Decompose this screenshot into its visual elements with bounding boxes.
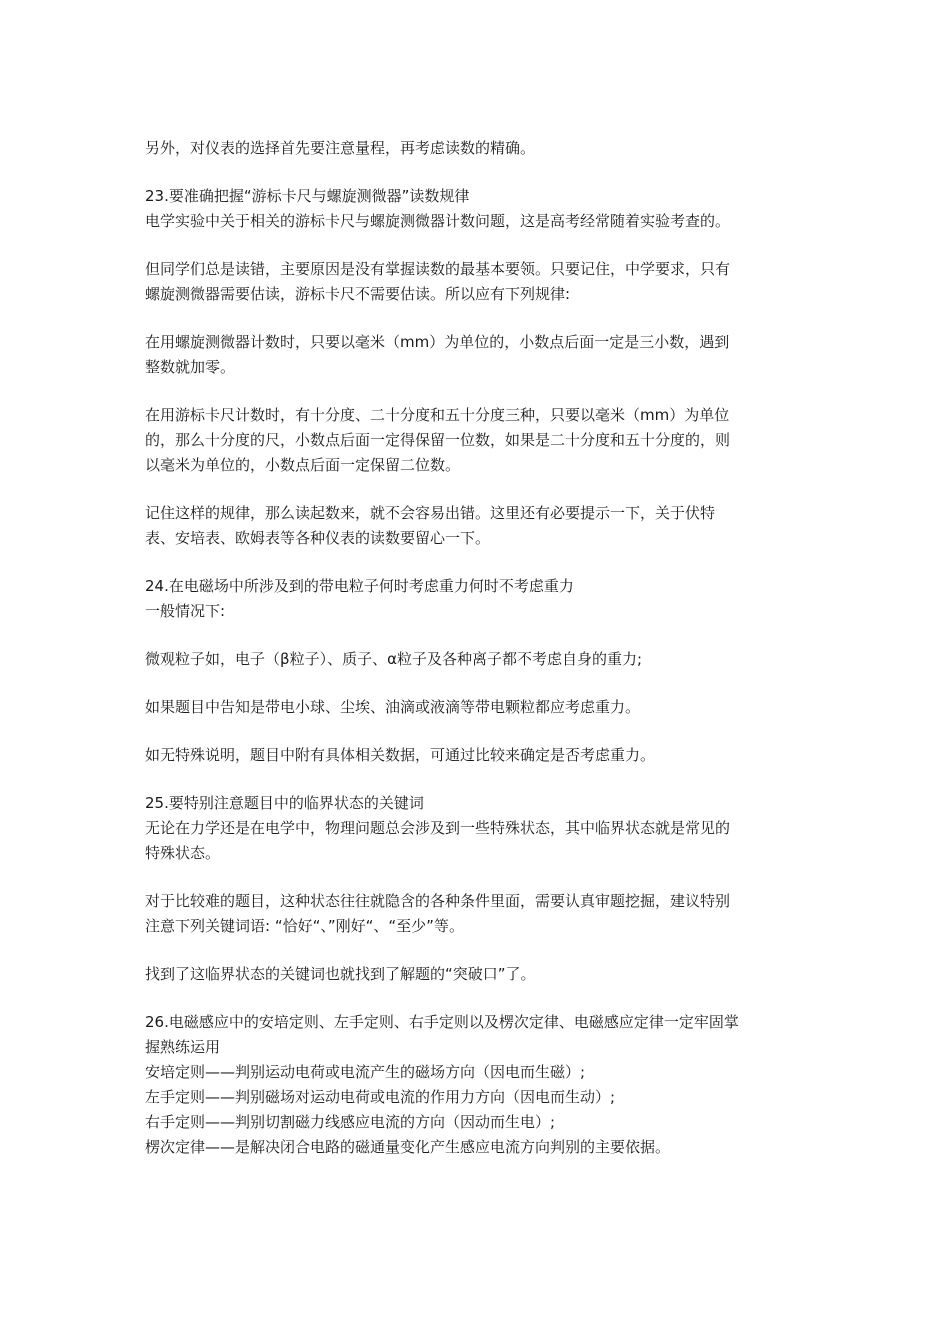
text-line: 找到了这临界状态的关键词也就找到了解题的“突破口”了。 <box>145 965 536 983</box>
section-heading-23 <box>145 184 810 209</box>
paragraph-23-5 <box>145 501 810 551</box>
text-line: 右手定则——判别切割磁力线感应电流的方向（因动而生电）; <box>145 1113 556 1131</box>
section-heading-25 <box>145 791 810 816</box>
text-line: 表、安培表、欧姆表等各种仪表的读数要留心一下。 <box>145 529 491 547</box>
heading-text: 23.要准确把握“游标卡尺与螺旋测微器”读数规律 <box>145 187 470 205</box>
text-line: 但同学们总是读错，主要原因是没有掌握读数的最基本要领。只要记住，中学要求，只有 <box>145 260 731 278</box>
text-line: 如果题目中告知是带电小球、尘埃、油滴或液滴等带电颗粒都应考虑重力。 <box>145 698 641 716</box>
paragraph-24-3 <box>145 695 810 720</box>
section-heading-24 <box>145 574 810 599</box>
text-line: 电学实验中关于相关的游标卡尺与螺旋测微器计数问题，这是高考经常随着实验考查的。 <box>145 212 731 230</box>
heading-text: 握熟练运用 <box>145 1038 221 1056</box>
text-line: 对于比较难的题目，这种状态往往就隐含的各种条件里面，需要认真审题挖掘，建议特别 <box>145 892 731 910</box>
text-line: 无论在力学还是在电学中，物理问题总会涉及到一些特殊状态，其中临界状态就是常见的 <box>145 819 731 837</box>
paragraph-25-3 <box>145 962 810 987</box>
text-line: 另外，对仪表的选择首先要注意量程，再考虑读数的精确。 <box>145 139 536 157</box>
paragraph-24-1 <box>145 599 810 624</box>
section-heading-26 <box>145 1010 810 1060</box>
text-line: 特殊状态。 <box>145 844 221 862</box>
heading-text: 24.在电磁场中所涉及到的带电粒子何时考虑重力何时不考虑重力 <box>145 577 574 595</box>
paragraph-25-2 <box>145 889 810 939</box>
document-body <box>145 136 810 1160</box>
heading-text: 26.电磁感应中的安培定则、左手定则、右手定则以及楞次定律、电磁感应定律一定牢固掌 <box>145 1013 739 1031</box>
text-line: 一般情况下: <box>145 602 226 620</box>
text-line: 左手定则——判别磁场对运动电荷或电流的作用力方向（因电而生动）; <box>145 1088 616 1106</box>
text-line: 记住这样的规律，那么读起数来，就不会容易出错。这里还有必要提示一下，关于伏特 <box>145 504 716 522</box>
paragraph-24-2 <box>145 647 810 672</box>
paragraph-intro <box>145 136 810 161</box>
text-line: 的，那么十分度的尺，小数点后面一定得保留一位数，如果是二十分度和五十分度的，则 <box>145 431 731 449</box>
text-line: 螺旋测微器需要估读，游标卡尺不需要估读。所以应有下列规律: <box>145 285 571 303</box>
text-line: 整数就加零。 <box>145 358 236 376</box>
text-line: 如无特殊说明，题目中附有具体相关数据，可通过比较来确定是否考虑重力。 <box>145 746 656 764</box>
paragraph-25-1 <box>145 816 810 866</box>
paragraph-23-2 <box>145 257 810 307</box>
text-line: 注意下列关键词语: “恰好“、”刚好“、“至少”等。 <box>145 917 464 935</box>
paragraph-24-4 <box>145 743 810 768</box>
text-line: 在用游标卡尺计数时，有十分度、二十分度和五十分度三种，只要以毫米（mm）为单位 <box>145 406 730 424</box>
paragraph-26-1 <box>145 1060 810 1160</box>
heading-text: 25.要特别注意题目中的临界状态的关键词 <box>145 794 424 812</box>
text-line: 安培定则——判别运动电荷或电流产生的磁场方向（因电而生磁）; <box>145 1063 586 1081</box>
paragraph-23-1 <box>145 209 810 234</box>
text-line: 在用螺旋测微器计数时，只要以毫米（mm）为单位的，小数点后面一定是三小数，遇到 <box>145 333 730 351</box>
text-line: 楞次定律——是解决闭合电路的磁通量变化产生感应电流方向判别的主要依据。 <box>145 1138 671 1156</box>
paragraph-23-4 <box>145 403 810 478</box>
text-line: 以毫米为单位的，小数点后面一定保留二位数。 <box>145 456 461 474</box>
paragraph-23-3 <box>145 330 810 380</box>
text-line: 微观粒子如，电子（β粒子）、质子、α粒子及各种离子都不考虑自身的重力; <box>145 650 643 668</box>
